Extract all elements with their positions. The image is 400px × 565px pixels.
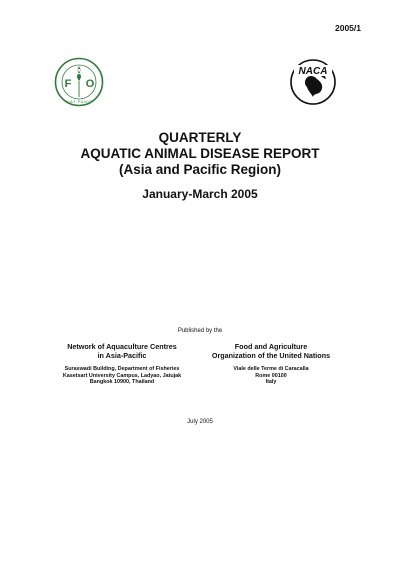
address-line: Suraswadi Building, Department of Fisheries [64,366,180,372]
fao-logo [54,57,104,107]
publisher-fao [196,342,346,386]
title-line: QUARTERLY [158,130,242,145]
publisher-address [47,366,197,386]
naca-logo [288,57,338,107]
fao-letter-o: O [85,78,95,90]
publisher-naca [47,342,197,386]
fao-letter-f: F [64,78,72,90]
publisher-name-line: in Asia-Pacific [97,351,147,360]
report-title [0,130,400,178]
address-line: Rome 00100 [255,372,287,379]
document-number: 2005/1 [335,23,361,33]
fao-letter-a: A [75,68,83,79]
report-period: January-March 2005 [142,187,258,201]
naca-logo-icon [288,57,338,107]
title-line: (Asia and Pacific Region) [118,162,282,177]
fao-motto: FIAT PANIS [65,100,93,104]
publication-date: July 2005 [187,419,213,425]
publisher-name [196,342,346,360]
address-line: Kasetsart University Campus, Ladyao, Jatujak [62,372,182,379]
fao-logo-icon [54,57,104,107]
published-by-label: Published by the [177,328,223,334]
naca-text: NACA [298,66,328,77]
publisher-name-line: Organization of the United Nations [211,351,331,360]
publisher-name-line: Network of Aquaculture Centres [67,342,177,351]
address-line: Viale delle Terme di Caracalla [233,366,309,372]
title-line: AQUATIC ANIMAL DISEASE REPORT [80,146,320,161]
address-line: Italy [265,379,277,386]
publisher-name [47,342,197,360]
publisher-name-line: Food and Agriculture [234,342,308,351]
publisher-address [196,366,346,386]
address-line: Bangkok 10900, Thailand [89,379,155,386]
